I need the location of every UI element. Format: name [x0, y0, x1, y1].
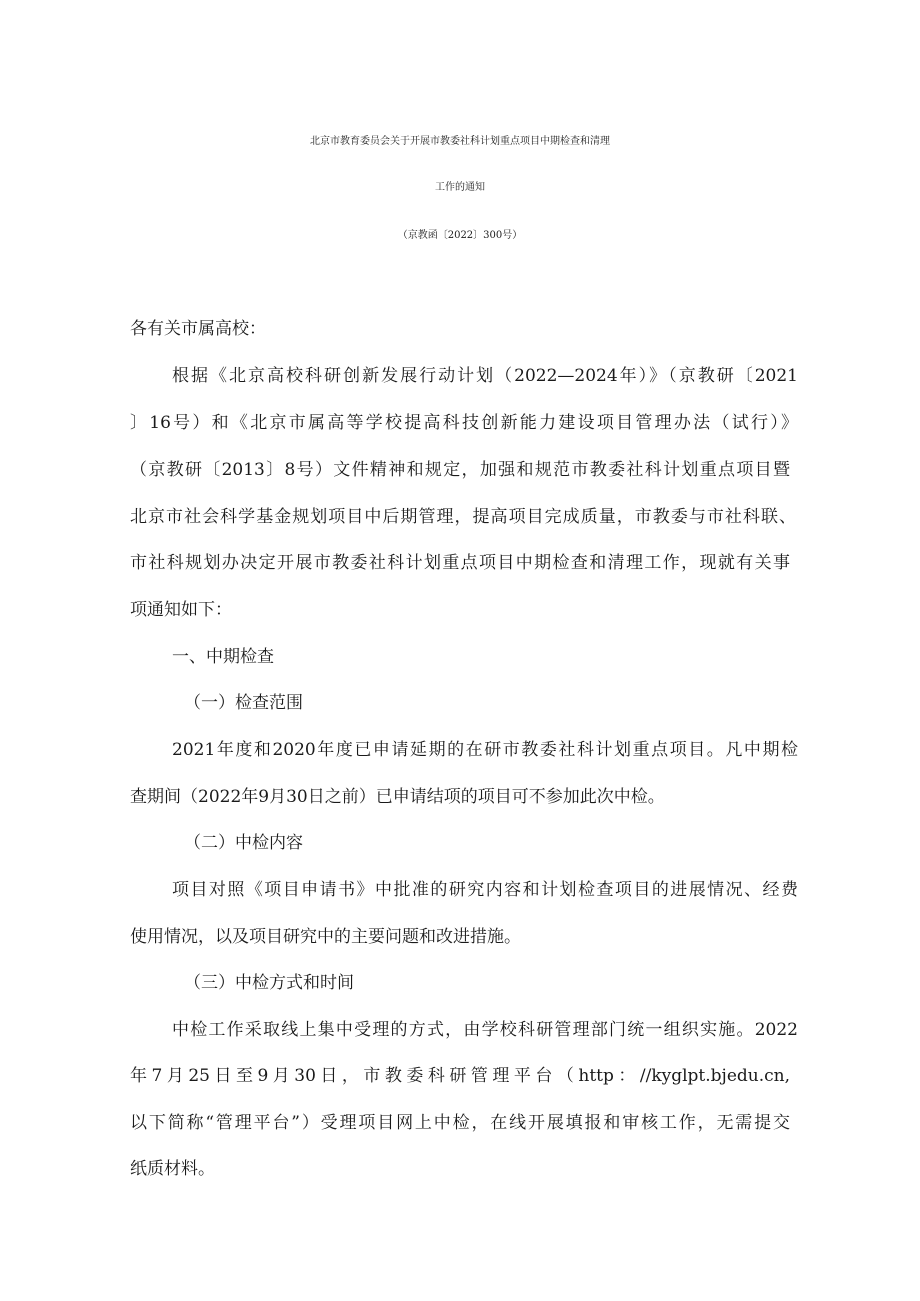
- subsection-heading-2: （二）中检内容: [184, 833, 303, 853]
- salutation: 各有关市属高校：: [130, 319, 266, 339]
- sub3-line-4: 纸质材料。: [130, 1159, 215, 1179]
- sub3-line-1: 中检工作采取线上集中受理的方式，由学校科研管理部门统一组织实施。2022: [172, 1020, 798, 1040]
- para1-line-3: （京教研〔2013〕8号）文件精神和规定，加强和规范市教委社科计划重点项目暨: [130, 460, 790, 480]
- sub1-line-2: 查期间（2022年9月30日之前）已申请结项的项目可不参加此次中检。: [130, 787, 665, 807]
- subsection-heading-3: （三）中检方式和时间: [184, 973, 354, 993]
- sub2-line-2: 使用情况，以及项目研究中的主要问题和改进措施。: [130, 927, 521, 947]
- sub3-line-2: 年7月25日至9月30日，市教委科研管理平台（http：//kyglpt.bjedu.cn,: [130, 1066, 790, 1086]
- para1-line-5: 市社科规划办决定开展市教委社科计划重点项目中期检查和清理工作，现就有关事: [130, 553, 790, 573]
- subsection-heading-1: （一）检查范围: [184, 693, 303, 713]
- para1-line-1: 根据《北京高校科研创新发展行动计划（2022—2024年）》（京教研〔2021: [172, 366, 798, 386]
- para1-line-6: 项通知如下：: [130, 600, 232, 620]
- title-line-1: 北京市教育委员会关于开展市教委社科计划重点项目中期检查和清理: [310, 136, 610, 147]
- sub1-line-1: 2021年度和2020年度已申请延期的在研市教委社科计划重点项目。凡中期检: [172, 740, 798, 760]
- title-line-2: 工作的通知: [435, 182, 485, 193]
- section-heading-1: 一、中期检查: [172, 647, 274, 667]
- para1-line-2: 〕16号）和《北京市属高等学校提高科技创新能力建设项目管理办法（试行）》: [130, 413, 798, 433]
- para1-line-4: 北京市社会科学基金规划项目中后期管理，提高项目完成质量，市教委与市社科联、: [130, 507, 796, 527]
- sub3-line-3: 以下简称“管理平台”）受理项目网上中检，在线开展填报和审核工作，无需提交: [130, 1113, 790, 1133]
- document-number: （京教函〔2022〕300号）: [397, 230, 523, 241]
- sub2-line-1: 项目对照《项目申请书》中批准的研究内容和计划检查项目的进展情况、经费: [172, 880, 798, 900]
